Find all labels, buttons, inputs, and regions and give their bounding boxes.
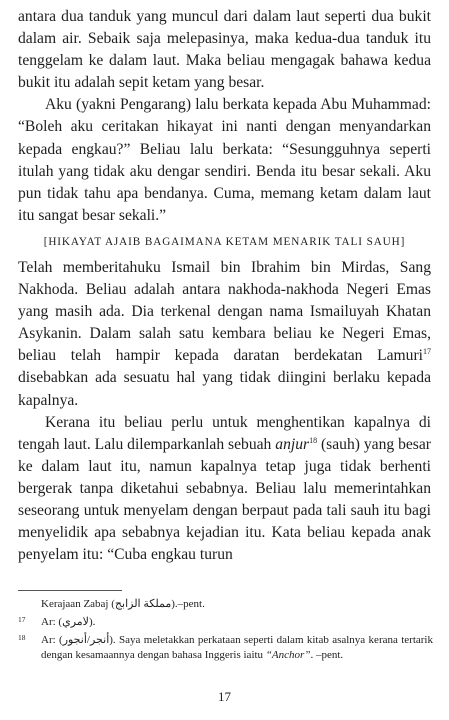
footnote-16-text: Kerajaan Zabaj (مملكة الزابج).–pent. — [41, 598, 205, 610]
footnote-16 — [18, 597, 433, 612]
italic-term-anjur: anjur — [275, 435, 310, 453]
footnote-18-text-end: . –pent. — [310, 649, 344, 662]
paragraph-3 — [18, 257, 431, 412]
body-text — [18, 6, 431, 566]
paragraph-2: Aku (yakni Pengarang) lalu berkata kepada Abu Muhammad: “Boleh aku ceritakan hikayat ini nanti dengan menyandarkan kepada engkau?” Beliau lalu berkata: “Sesungguhnya seperti itulah yang tidak aku dengar sendiri. Benda itu besar sekali. Aku pun tidak tahu apa bendanya. Cuma, memang ketam dalam laut itu sangat besar sekali.” — [18, 96, 431, 224]
footnote-18-anchor-term: “Anchor” — [265, 649, 311, 662]
footnote-ref-18: 18 — [309, 435, 318, 445]
paragraph-3-text: Telah memberitahuku Ismail bin Ibrahim bin Mirdas, Sang Nakhoda. Beliau adalah antara nakhoda-nakhoda Negeri Emas yang masih ada. Dia terkenal dengan nama Ismailuyah Khatan Asykanin. Dalam salah satu kembara beliau ke Negeri Emas, beliau telah hampir kepada daratan berdekatan Lamuri — [18, 258, 431, 365]
paragraph-4 — [18, 412, 431, 567]
footnote-18-text: Ar: (أنجر/أنجور). Saya meletakkan perkataan seperti dalam kitab asalnya kerana tertarik dengan kesamaannya dengan bahasa Inggeris iaitu — [41, 633, 433, 662]
footnote-17-text: Ar: (لامري). — [41, 615, 96, 628]
footnote-18 — [18, 633, 433, 664]
paragraph-4-text: Kerana itu beliau perlu untuk menghentikan kapalnya di tengah laut. Lalu dilemparkanlah sebuah — [18, 413, 431, 453]
footnote-18-number: 18 — [18, 632, 26, 642]
paragraph-4-text-end: (sauh) yang besar ke dalam laut itu, namun kapalnya tetap juga tidak berhenti bergerak tanpa diketahui sebabnya. Beliau lalu memerintahkan seseorang untuk menyelam dengan berpaut pada tali sauh itu bagi menyelidik apa sebabnya kejadian itu. Kata beliau kepada anak penyelam itu: “Cuba engkau turun — [18, 435, 431, 564]
footnotes — [18, 597, 433, 666]
page-number: 17 — [218, 689, 231, 704]
footnote-ref-17: 17 — [423, 347, 431, 357]
paragraph-1: antara dua tanduk yang muncul dari dalam laut seperti dua bukit dalam air. Sebaik saja melepasinya, maka kedua-dua tanduk itu tenggelam ke dalam laut. Maka beliau mengagak bahawa kedua bukit itu adalah sepit ketam yang besar. — [18, 8, 431, 92]
footnote-17 — [18, 615, 433, 630]
paragraph-3-text-end: disebabkan ada sesuatu hal yang tidak diingini berlaku kepada kapalnya. — [18, 369, 431, 409]
footnote-17-number: 17 — [18, 614, 26, 624]
section-heading: [HIKAYAT AJAIB BAGAIMANA KETAM MENARIK TALI SAUH] — [43, 235, 406, 248]
footnote-divider — [18, 590, 122, 591]
